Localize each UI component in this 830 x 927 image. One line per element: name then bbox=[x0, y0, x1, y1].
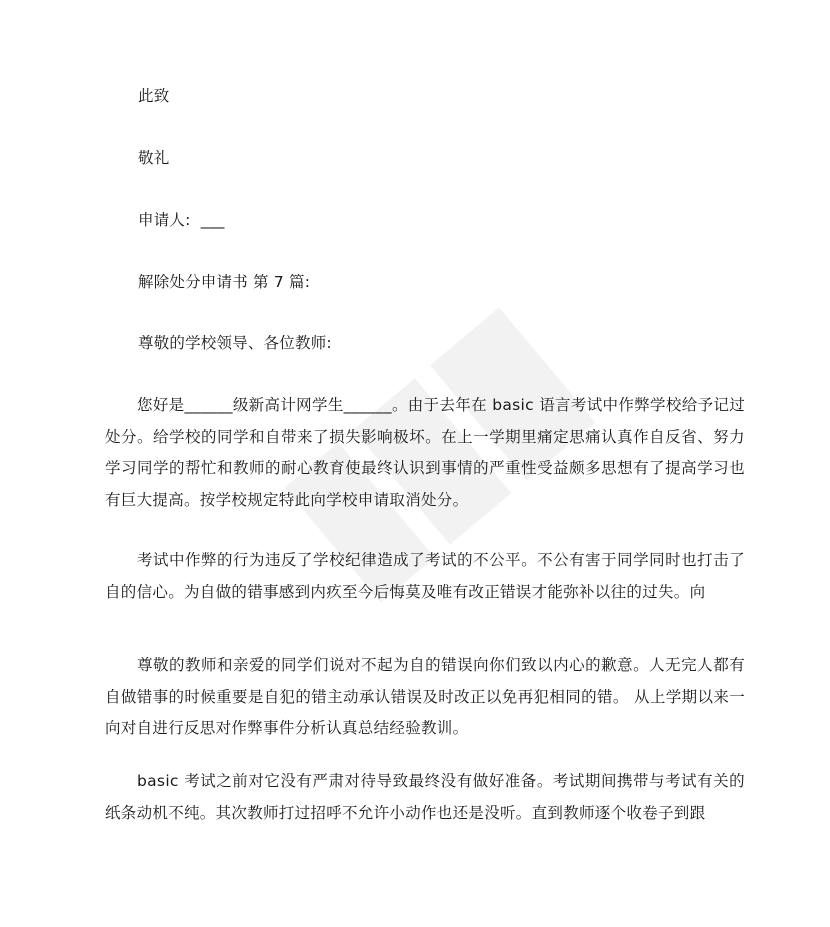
closing-line-2: 敬礼 bbox=[138, 149, 170, 167]
paragraph-1: 您好是______级新高计网学生______。由于去年在 basic 语言考试中作弊学校给予记过处分。给学校的同学和自带来了损失影响极坏。在上一学期里痛定思痛认真作自反省、努力学习同学的帮忙和教师的耐心教育使最终认识到事情的严重性受益颇多思想有了提高学习也有巨大提高。按学校规定特此向学校申请取消处分。 bbox=[105, 396, 745, 509]
paragraph-3: 尊敬的教师和亲爱的同学们说对不起为自的错误向你们致以内心的歉意。人无完人都有自做错事的时候重要是自犯的错主动承认错误及时改正以免再犯相同的错。 从上学期以来一向对自进行反思对作弊事件分析认真总结经验教训。 bbox=[105, 656, 745, 737]
section-title: 解除处分申请书 第 7 篇: bbox=[138, 273, 311, 291]
salutation: 尊敬的学校领导、各位教师: bbox=[138, 334, 332, 352]
applicant-line: 申请人: ___ bbox=[138, 211, 225, 229]
paragraph-2: 考试中作弊的行为违反了学校纪律造成了考试的不公平。不公有害于同学同时也打击了自的信心。为自做的错事感到内疚至今后悔莫及唯有改正错误才能弥补以往的过失。向 bbox=[105, 551, 745, 601]
paragraph-4: basic 考试之前对它没有严肃对待导致最终没有做好准备。考试期间携带与考试有关的纸条动机不纯。其次教师打过招呼不允许小动作也还是没听。直到教师逐个收卷子到跟 bbox=[105, 772, 745, 822]
closing-line-1: 此致 bbox=[138, 87, 170, 105]
